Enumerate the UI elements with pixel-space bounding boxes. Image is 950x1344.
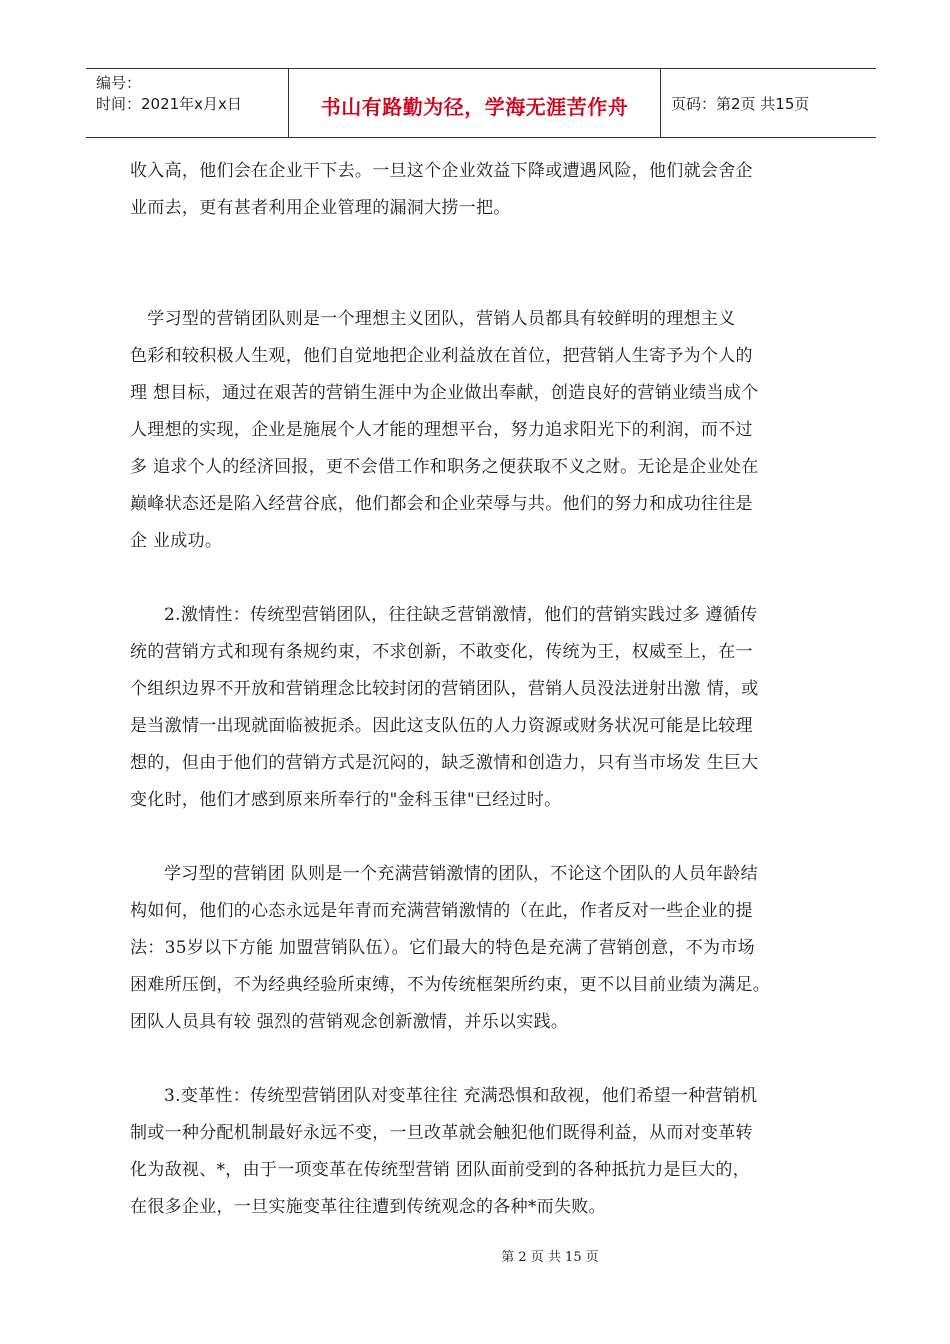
document-body — [130, 153, 830, 1226]
body-line: 业而去，更有甚者利用企业管理的漏洞大捞一把。 — [130, 198, 511, 218]
header-motto: 书山有路勤为径，学海无涯苦作舟 — [320, 95, 629, 119]
body-line: 人理想的实现，企业是施展个人才能的理想平台，努力追求阳光下的利润，而不过 — [130, 420, 753, 440]
header-page-cell — [661, 69, 876, 137]
header-meta-cell — [86, 69, 289, 137]
document-number-label: 编号： — [96, 74, 142, 92]
body-line: 制或一种分配机制最好永远不变，一旦改革就会触犯他们既得利益，从而对变革转 — [130, 1123, 753, 1143]
body-line: 2.激情性：传统型营销团队，往往缺乏营销激情，他们的营销实践过多 遵循传 — [164, 605, 758, 625]
body-line: 构如何，他们的心态永远是年青而充满营销激情的（在此，作者反对一些企业的提 — [130, 901, 753, 921]
body-line: 色彩和较积极人生观，他们自觉地把企业利益放在首位，把营销人生寄予为个人的 — [130, 346, 753, 366]
body-line: 企 业成功。 — [130, 531, 223, 551]
document-time-label: 时间：2021年x月x日 — [96, 95, 242, 113]
body-line: 理 想目标，通过在艰苦的营销生涯中为企业做出奉献，创造良好的营销业绩当成个 — [130, 383, 759, 403]
body-line: 统的营销方式和现有条规约束，不求创新，不敢变化，传统为王，权威至上，在一 — [130, 642, 753, 662]
body-line: 在很多企业，一旦实施变革往往遭到传统观念的各种*而失败。 — [130, 1197, 606, 1217]
body-line: 收入高，他们会在企业干下去。一旦这个企业效益下降或遭遇风险，他们就会舍企 — [130, 161, 753, 181]
body-line: 变化时，他们才感到原来所奉行的"金科玉律"已经过时。 — [130, 790, 562, 810]
body-line: 困难所压倒，不为经典经验所束缚，不为传统框架所约束，更不以目前业绩为满足。 — [130, 975, 771, 995]
body-line: 法：35岁以下方能 加盟营销队伍）。它们最大的特色是充满了营销创意，不为市场 — [130, 938, 755, 958]
page-footer — [0, 1246, 950, 1265]
body-line: 学习型的营销团 队则是一个充满营销激情的团队，不论这个团队的人员年龄结 — [164, 864, 758, 884]
body-line: 想的，但由于他们的营销方式是沉闷的，缺乏激情和创造力，只有当市场发 生巨大 — [130, 753, 759, 773]
header-motto-cell — [289, 69, 661, 137]
body-line: 个组织边界不开放和营销理念比较封闭的营销团队，营销人员没法迸射出激 情，或 — [130, 679, 759, 699]
page-header — [86, 68, 876, 138]
body-line: 化为敌视、*，由于一项变革在传统型营销 团队面前受到的各种抵抗力是巨大的， — [130, 1160, 751, 1180]
body-line: 学习型的营销团队则是一个理想主义团队，营销人员都具有较鲜明的理想主义 — [130, 309, 736, 329]
body-line: 多 追求个人的经济回报，更不会借工作和职务之便获取不义之财。无论是企业处在 — [130, 457, 759, 477]
header-page-label: 页码：第2页 共15页 — [671, 95, 810, 113]
footer-page-number: 第 2 页 共 15 页 — [501, 1250, 599, 1265]
body-line: 3.变革性：传统型营销团队对变革往往 充满恐惧和敌视，他们希望一种营销机 — [164, 1086, 758, 1106]
body-line: 是当激情一出现就面临被扼杀。因此这支队伍的人力资源或财务状况可能是比较理 — [130, 716, 753, 736]
body-line: 团队人员具有较 强烈的营销观念创新激情，并乐以实践。 — [130, 1012, 569, 1032]
body-line: 巅峰状态还是陷入经营谷底，他们都会和企业荣辱与共。他们的努力和成功往往是 — [130, 494, 753, 514]
